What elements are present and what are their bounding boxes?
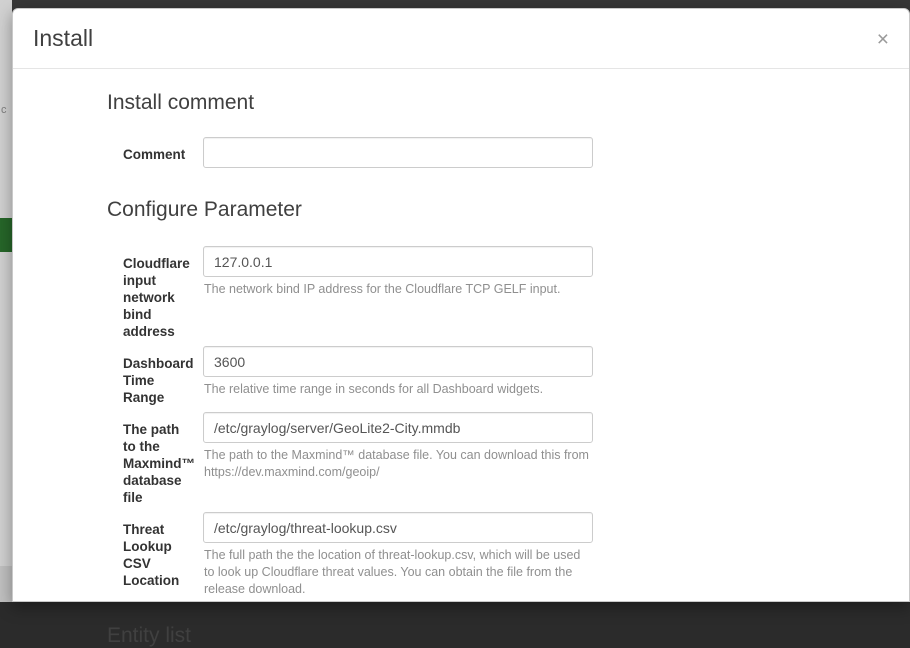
maxmind-database-path-input[interactable] (203, 412, 593, 443)
control-comment (203, 137, 593, 168)
label-maxmind-database-path: The path to the Maxmind™ database file (123, 422, 196, 505)
modal-backdrop (0, 0, 12, 602)
help-threat-lookup-csv: The full path the the location of threat-lookup.csv, which will be used to look up Cloudflare threat values. You can obtain the file from the release download. (204, 548, 581, 596)
section-heading-entity-list: Entity list (107, 624, 192, 647)
comment-input[interactable] (203, 137, 593, 168)
control-threat-lookup-csv (203, 512, 593, 598)
control-cloudflare-bind-address (203, 246, 593, 298)
modal-title: Install (33, 24, 94, 51)
control-maxmind-database-path (203, 412, 593, 481)
control-dashboard-time-range (203, 346, 593, 398)
help-dashboard-time-range: The relative time range in seconds for all Dashboard widgets. (204, 382, 544, 396)
cloudflare-bind-address-input[interactable] (203, 246, 593, 277)
label-cloudflare-bind-address: Cloudflare input network bind address (123, 256, 190, 339)
help-cloudflare-bind-address: The network bind IP address for the Cloudflare TCP GELF input. (204, 282, 561, 296)
field-row-comment (13, 137, 909, 168)
field-row-cloudflare-bind-address (13, 246, 909, 340)
field-row-maxmind-database-path (13, 412, 909, 506)
modal-header (13, 9, 909, 69)
section-heading-configure-parameter: Configure Parameter (107, 198, 302, 221)
background-text: c (1, 104, 7, 116)
modal-body (13, 69, 909, 647)
field-row-dashboard-time-range (13, 346, 909, 406)
field-row-threat-lookup-csv (13, 512, 909, 598)
label-dashboard-time-range: Dashboard Time Range (123, 356, 194, 405)
help-maxmind-database-path: The path to the Maxmind™ database file. You can download this from https://dev.maxmind.com/geoip/ (204, 448, 589, 479)
threat-lookup-csv-input[interactable] (203, 512, 593, 543)
close-icon[interactable]: × (873, 27, 893, 52)
label-comment: Comment (123, 147, 186, 162)
label-threat-lookup-csv: Threat Lookup CSV Location (123, 522, 180, 588)
install-modal (12, 8, 910, 647)
section-heading-install-comment: Install comment (107, 91, 255, 114)
dashboard-time-range-input[interactable] (203, 346, 593, 377)
